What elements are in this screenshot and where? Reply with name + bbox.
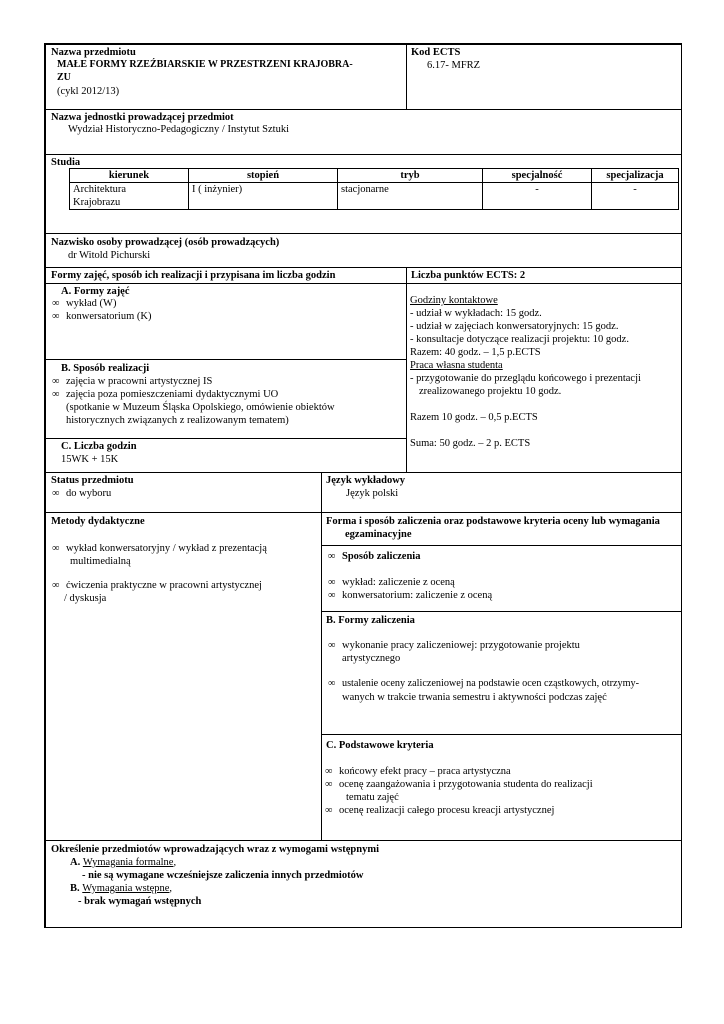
list-item: ∞ zajęcia w pracowni artystycznej IS — [52, 376, 213, 387]
assessment-c-title: C. Podstawowe kryteria — [326, 740, 434, 751]
course-cycle: (cykl 2012/13) — [57, 86, 120, 97]
contact-total: Razem: 40 godz. – 1,5 p.ECTS — [410, 347, 541, 358]
col-kierunek: kierunek — [70, 169, 189, 183]
list-item: ∞ zajęcia poza pomieszczeniami dydaktycznymi UO — [52, 389, 279, 400]
list-item: ∞ konwersatorium (K) — [52, 311, 152, 322]
cell-stopien: I ( inżynier) — [189, 183, 338, 210]
forms-b-title: B. Sposób realizacji — [61, 363, 150, 374]
cell-tryb: stacjonarne — [338, 183, 483, 210]
table-row — [70, 183, 679, 210]
language-cell — [321, 472, 682, 513]
forms-a-cell — [45, 283, 407, 360]
col-specjalizacja: specjalizacja — [592, 169, 679, 183]
assessment-header-cell — [321, 512, 682, 546]
assessment-c-item2-line2: tematu zajęć — [346, 792, 399, 803]
course-name-label: Nazwa przedmiotu — [51, 47, 136, 58]
list-item: ∞ wykład (W) — [52, 298, 117, 309]
assessment-b-title: B. Formy zaliczenia — [326, 615, 415, 626]
forms-header: Formy zajęć, sposób ich realizacji i przypisana im liczba godzin — [51, 270, 336, 281]
contact-line: - udział w wykładach: 15 godz. — [410, 308, 542, 319]
assessment-a-cell — [321, 545, 682, 612]
assessment-header-line2: egzaminacyjne — [345, 529, 412, 540]
own-work-title: Praca własna studenta — [410, 360, 503, 371]
own-work-total: Razem 10 godz. – 0,5 p.ECTS — [410, 412, 538, 423]
cell-kierunek: Architektura Krajobrazu — [70, 183, 189, 210]
col-specjalnosc: specjalność — [483, 169, 592, 183]
list-item: ∞ ocenę zaangażowania i przygotowania studenta do realizacji — [325, 779, 593, 790]
prerequisites-label: Określenie przedmiotów wprowadzających wraz z wymogami wstępnymi — [51, 844, 379, 855]
language-label: Język wykładowy — [326, 475, 406, 486]
course-name-cell — [45, 44, 407, 110]
prereq-initial-value: - brak wymagań wstępnych — [78, 896, 202, 907]
list-item: ∞ ćwiczenia praktyczne w pracowni artystycznej — [52, 580, 262, 591]
forms-b-note1: (spotkanie w Muzeum Śląska Opolskiego, omówienie obiektów — [66, 402, 335, 413]
list-item: ∞ konwersatorium: zaliczenie z oceną — [328, 590, 493, 601]
methods-cell — [45, 512, 322, 841]
prereq-formal: A. Wymagania formalne, — [70, 857, 177, 868]
lecturer-cell — [45, 233, 682, 268]
assessment-b-cell — [321, 611, 682, 735]
ects-sum: Suma: 50 godz. – 2 p. ECTS — [410, 438, 531, 449]
list-item: ∞ ustalenie oceny zaliczeniowej na podstawie ocen cząstkowych, otrzymy- — [328, 678, 640, 689]
assessment-a-title: ∞ Sposób zaliczenia — [328, 551, 421, 562]
studies-table — [69, 168, 679, 210]
ects-points-header: Liczba punktów ECTS: 2 — [411, 270, 526, 281]
methods-item2-line2: / dyskusja — [64, 593, 107, 604]
methods-label: Metody dydaktyczne — [51, 516, 145, 527]
studies-header-row — [70, 169, 679, 183]
forms-c-cell — [45, 438, 407, 473]
list-item: ∞ wykonanie pracy zaliczeniowej: przygotowanie projektu — [328, 640, 580, 651]
assessment-b-item1-line2: artystycznego — [342, 653, 401, 664]
ects-points-header-cell — [406, 267, 682, 284]
assessment-c-cell — [321, 734, 682, 841]
course-title-line1: MAŁE FORMY RZEŹBIARSKIE W PRZESTRZENI KRAJOBRA- — [57, 59, 353, 70]
status-label: Status przedmiotu — [51, 475, 134, 486]
status-cell — [45, 472, 322, 513]
contact-hours-title: Godziny kontaktowe — [410, 295, 498, 306]
lecturer-name: dr Witold Pichurski — [68, 250, 151, 261]
syllabus-form — [44, 43, 682, 928]
contact-line: - udział w zajęciach konwersatoryjnych: 15 godz. — [410, 321, 619, 332]
studies-label: Studia — [51, 157, 81, 168]
list-item: ∞ wykład: zaliczenie z oceną — [328, 577, 455, 588]
forms-b-note2: historycznych związanych z realizowanym tematem) — [66, 415, 289, 426]
ects-code-cell — [406, 44, 682, 110]
course-title-line2: ZU — [57, 72, 71, 83]
unit-value: Wydział Historyczno-Pedagogiczny / Instytut Sztuki — [68, 124, 289, 135]
assessment-header-line1: Forma i sposób zaliczenia oraz podstawowe kryteria oceny lub wymagania — [326, 516, 660, 527]
list-item: ∞ ocenę realizacji całego procesu kreacji artystycznej — [325, 805, 555, 816]
forms-c-value: 15WK + 15K — [61, 454, 119, 465]
ects-points-cell — [406, 283, 682, 473]
list-item: ∞ końcowy efekt pracy – praca artystyczna — [325, 766, 511, 777]
own-work-line1: - przygotowanie do przeglądu końcowego i prezentacji — [410, 373, 641, 384]
forms-header-cell — [45, 267, 407, 284]
ects-code-label: Kod ECTS — [411, 47, 461, 58]
col-tryb: tryb — [338, 169, 483, 183]
prerequisites-cell — [45, 840, 682, 928]
own-work-line2: zrealizowanego projektu 10 godz. — [419, 386, 562, 397]
prereq-initial: B. Wymagania wstępne, — [70, 883, 173, 894]
forms-b-cell — [45, 359, 407, 439]
status-value: ∞ do wyboru — [52, 488, 112, 499]
forms-c-title: C. Liczba godzin — [61, 441, 137, 452]
forms-a-title: A. Formy zajęć — [61, 286, 130, 297]
contact-line: - konsultacje dotyczące realizacji projektu: 10 godz. — [410, 334, 629, 345]
language-value: Język polski — [346, 488, 399, 499]
cell-specjalizacja: - — [592, 183, 679, 210]
unit-cell — [45, 109, 682, 155]
list-item: ∞ wykład konwersatoryjny / wykład z prezentacją — [52, 543, 267, 554]
assessment-b-item2-line2: wanych w trakcie trwania semestru i aktywności podczas zajęć — [342, 692, 607, 703]
col-stopien: stopień — [189, 169, 338, 183]
unit-label: Nazwa jednostki prowadzącej przedmiot — [51, 112, 234, 123]
cell-specjalnosc: - — [483, 183, 592, 210]
methods-item1-line2: multimedialną — [70, 556, 131, 567]
lecturer-label: Nazwisko osoby prowadzącej (osób prowadzących) — [51, 237, 280, 248]
ects-code-value: 6.17- MFRZ — [427, 60, 481, 71]
prereq-formal-value: - nie są wymagane wcześniejsze zaliczenia innych przedmiotów — [82, 870, 364, 881]
